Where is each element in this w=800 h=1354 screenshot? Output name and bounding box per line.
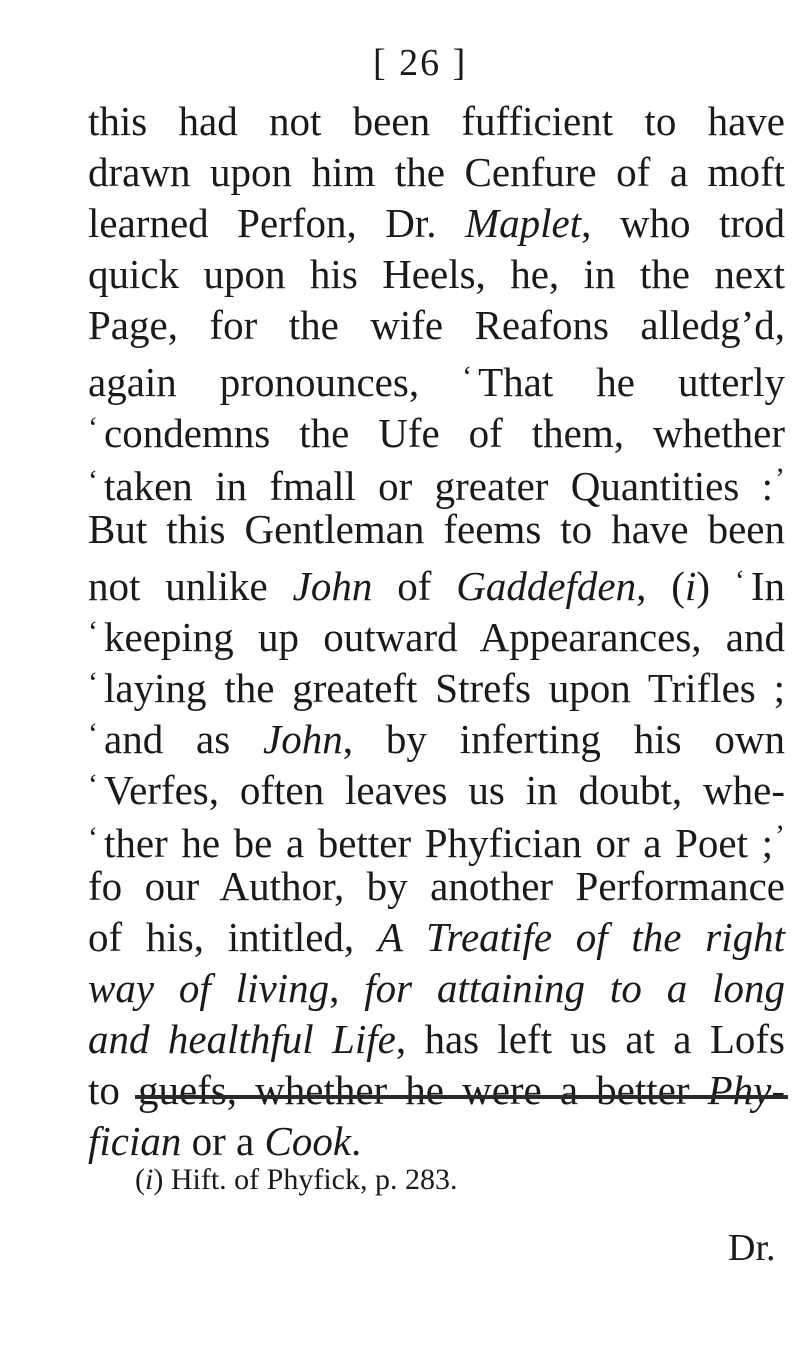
italic-text: for attaining to a long — [364, 965, 785, 1011]
italic-text: John — [263, 716, 343, 762]
text-run: That he utterly — [478, 359, 785, 405]
quote-mark: ‘ — [462, 360, 473, 393]
text-run: condemns the Ufe of them, whether — [104, 410, 785, 456]
text-run: taken in fmall or greater Quantities : — [104, 463, 773, 509]
text-run: or a — [181, 1118, 265, 1164]
text-run: . — [351, 1118, 362, 1164]
text-run: , by inferting his own — [342, 716, 785, 762]
text-line — [88, 810, 785, 866]
quote-mark: ‘ — [734, 564, 745, 597]
quote-mark: ‘ — [88, 615, 98, 648]
text-line — [88, 759, 785, 813]
text-run: fo our Author, by another Performance — [88, 863, 785, 909]
text-line — [88, 657, 785, 711]
text-line — [88, 96, 785, 147]
text-run: ther he be a better Phyfician or a Poet ; — [104, 820, 773, 866]
catchword: Dr. — [728, 1227, 776, 1269]
text-run: not unlike — [88, 563, 293, 609]
text-run: laying the greateft Strefs upon Trifles ; — [104, 665, 785, 711]
text-run: of his, intitled, — [88, 914, 378, 960]
text-line — [88, 198, 785, 249]
footnote — [135, 1162, 457, 1198]
text-line — [88, 351, 785, 405]
text-run: , who trod — [581, 200, 785, 246]
text-run: keeping up outward Appearances, and — [104, 614, 785, 660]
text-run: drawn upon him the Cenfure of a moft — [88, 149, 785, 195]
text-run: In — [750, 563, 786, 609]
text-run: , has left us at a Lofs — [395, 1016, 786, 1062]
text-run: Verfes, often leaves us in doubt, whe- — [104, 767, 785, 813]
quote-mark: ‘ — [88, 717, 98, 750]
text-line — [88, 555, 786, 609]
quote-mark: ’ — [775, 819, 785, 852]
italic-text: John — [292, 563, 373, 609]
quote-mark: ‘ — [88, 821, 98, 854]
text-run: , ( — [636, 563, 685, 609]
quote-mark: ‘ — [88, 768, 98, 801]
footnote-rule — [135, 1095, 788, 1099]
italic-text: Gaddefden — [456, 563, 637, 609]
text-line — [88, 249, 785, 300]
quote-mark: ’ — [775, 462, 785, 495]
text-line — [88, 147, 785, 198]
text-line — [88, 504, 785, 555]
text-run: But this Gentleman feems to have been — [88, 506, 785, 552]
italic-text: A Treatife of the right — [377, 914, 785, 960]
text-run: ) — [696, 563, 735, 609]
text-run: again pronounces, — [88, 359, 463, 405]
page-number: [ 26 ] — [373, 42, 468, 84]
text-run: this had not been fufficient to have — [88, 98, 785, 144]
italic-text: i — [684, 563, 697, 609]
text-line — [88, 402, 785, 456]
text-line — [88, 912, 785, 963]
text-line — [88, 300, 785, 351]
text-line — [88, 963, 785, 1014]
text-line — [88, 1014, 785, 1065]
text-line — [88, 606, 785, 660]
text-run: quick upon his Heels, he, in the next — [88, 251, 785, 297]
text-run: ( — [135, 1163, 145, 1196]
italic-text: i — [145, 1163, 154, 1196]
italic-text: way of living — [88, 965, 330, 1011]
text-run: ) Hift. of Phyfick, p. 283. — [153, 1163, 458, 1196]
text-run: to guefs, whether he were a better — [88, 1067, 708, 1113]
text-run: of — [372, 563, 457, 609]
body-text — [88, 96, 788, 1167]
text-run: , — [329, 965, 365, 1011]
italic-text: Maplet — [464, 200, 582, 246]
quote-mark: ‘ — [88, 411, 98, 444]
italic-text: Phy- — [707, 1067, 785, 1113]
italic-text: and healthful Life — [88, 1016, 396, 1062]
text-run: learned Perfon, Dr. — [88, 200, 465, 246]
quote-mark: ‘ — [88, 666, 98, 699]
text-line — [88, 708, 785, 762]
italic-text: Cook — [264, 1118, 352, 1164]
text-line — [88, 1116, 785, 1167]
quote-mark: ‘ — [88, 464, 98, 497]
text-line — [88, 453, 785, 509]
italic-text: fician — [88, 1118, 182, 1164]
text-run: and as — [104, 716, 264, 762]
text-run: Page, for the wife Reafons alledg’d, — [88, 302, 785, 348]
text-line — [88, 861, 785, 912]
text-line — [88, 1065, 785, 1116]
